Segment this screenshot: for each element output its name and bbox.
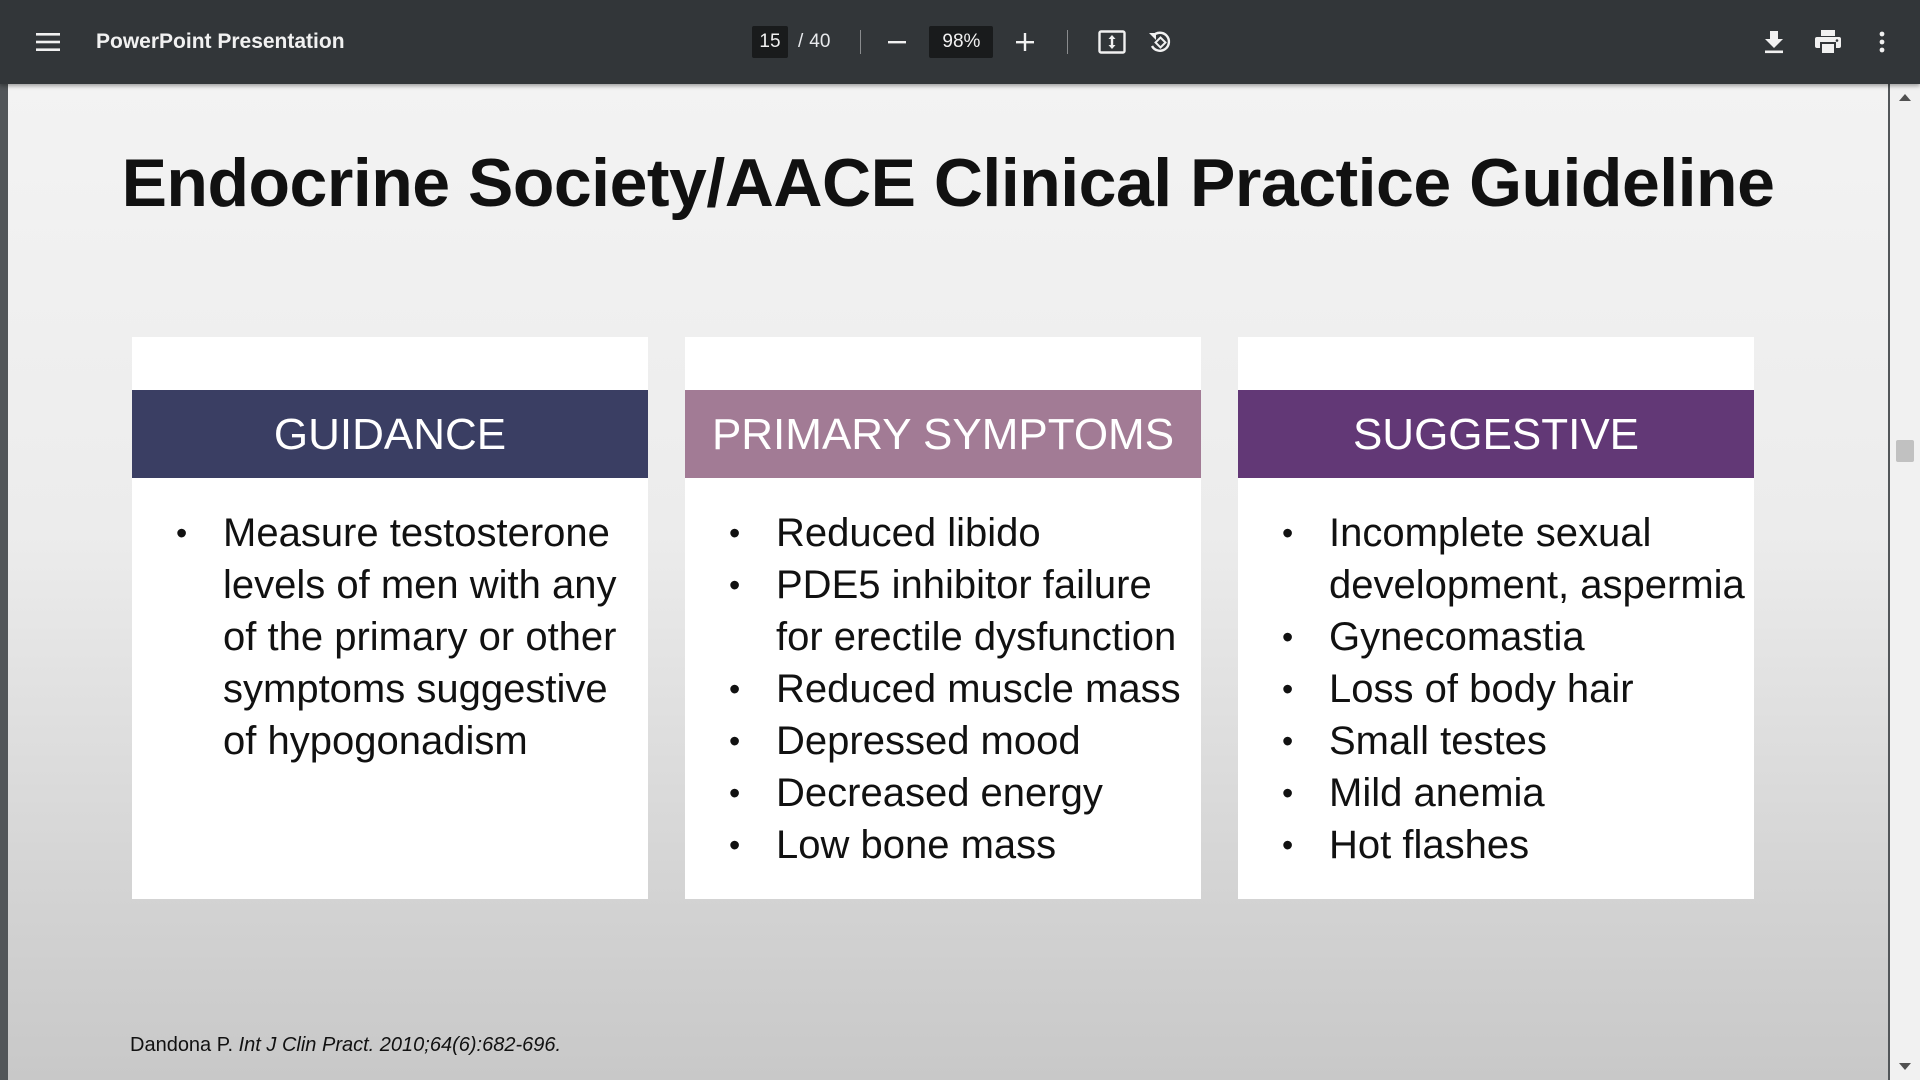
- scroll-down-arrow-icon[interactable]: [1899, 1063, 1911, 1070]
- card-guidance: [132, 337, 648, 899]
- card-bullet-list: [172, 507, 642, 767]
- list-item: • PDE5 inhibitor failure for erectile dysfunction: [725, 559, 1195, 663]
- menu-icon: [36, 32, 60, 52]
- zoom-in-button[interactable]: [1007, 24, 1043, 60]
- page-separator: /: [798, 31, 804, 52]
- card-primary-symptoms: [685, 337, 1201, 899]
- list-item: • Decreased energy: [725, 767, 1195, 819]
- pdf-toolbar: [0, 0, 1920, 84]
- scrollbar-thumb[interactable]: [1896, 440, 1914, 462]
- citation-journal: Int J Clin Pract. 2010;64(6):682-696.: [238, 1034, 562, 1056]
- list-item: • Depressed mood: [725, 715, 1195, 767]
- list-item: • Gynecomastia: [1278, 611, 1748, 663]
- card-bullet-list: [725, 507, 1195, 871]
- rotate-button[interactable]: [1142, 24, 1178, 60]
- list-item: • Small testes: [1278, 715, 1748, 767]
- list-item: • Measure testosterone levels of men with any of the primary or other symptoms suggestive of hypogonadism: [172, 507, 642, 767]
- fit-page-icon: [1098, 30, 1126, 54]
- toolbar-divider: [1067, 30, 1068, 54]
- scroll-up-arrow-icon[interactable]: [1899, 94, 1911, 101]
- plus-icon: [1015, 32, 1035, 52]
- card-header: PRIMARY SYMPTOMS: [685, 390, 1201, 478]
- fit-page-button[interactable]: [1094, 24, 1130, 60]
- page-number-input[interactable]: 15: [752, 26, 788, 58]
- citation: [130, 1034, 561, 1057]
- card-bullet-list: [1278, 507, 1748, 871]
- pdf-viewer: [0, 84, 1920, 1080]
- download-button[interactable]: [1756, 24, 1792, 60]
- zoom-input[interactable]: 98%: [929, 26, 993, 58]
- toolbar-right-controls: [1756, 0, 1900, 84]
- list-item: • Incomplete sexual development, aspermia: [1278, 507, 1748, 611]
- card-suggestive: [1238, 337, 1754, 899]
- slide-page: [8, 84, 1888, 1080]
- rotate-icon: [1147, 29, 1173, 55]
- list-item: • Hot flashes: [1278, 819, 1748, 871]
- print-button[interactable]: [1810, 24, 1846, 60]
- list-item: • Reduced libido: [725, 507, 1195, 559]
- minus-icon: [887, 32, 907, 52]
- more-options-button[interactable]: [1864, 24, 1900, 60]
- card-header: SUGGESTIVE: [1238, 390, 1754, 478]
- card-header: GUIDANCE: [132, 390, 648, 478]
- slide-title: Endocrine Society/AACE Clinical Practice Guideline: [121, 145, 1775, 221]
- download-icon: [1763, 30, 1785, 54]
- list-item: • Loss of body hair: [1278, 663, 1748, 715]
- toolbar-divider: [860, 30, 861, 54]
- toolbar-center-controls: [752, 0, 1178, 84]
- zoom-out-button[interactable]: [879, 24, 915, 60]
- list-item: • Reduced muscle mass: [725, 663, 1195, 715]
- document-title: PowerPoint Presentation: [96, 30, 345, 53]
- more-vert-icon: [1878, 31, 1886, 53]
- citation-author: Dandona P.: [130, 1034, 239, 1056]
- vertical-scrollbar[interactable]: [1890, 84, 1920, 1080]
- page-total: 40: [809, 31, 831, 52]
- list-item: • Mild anemia: [1278, 767, 1748, 819]
- list-item: • Low bone mass: [725, 819, 1195, 871]
- print-icon: [1814, 29, 1842, 55]
- menu-button[interactable]: [28, 22, 68, 62]
